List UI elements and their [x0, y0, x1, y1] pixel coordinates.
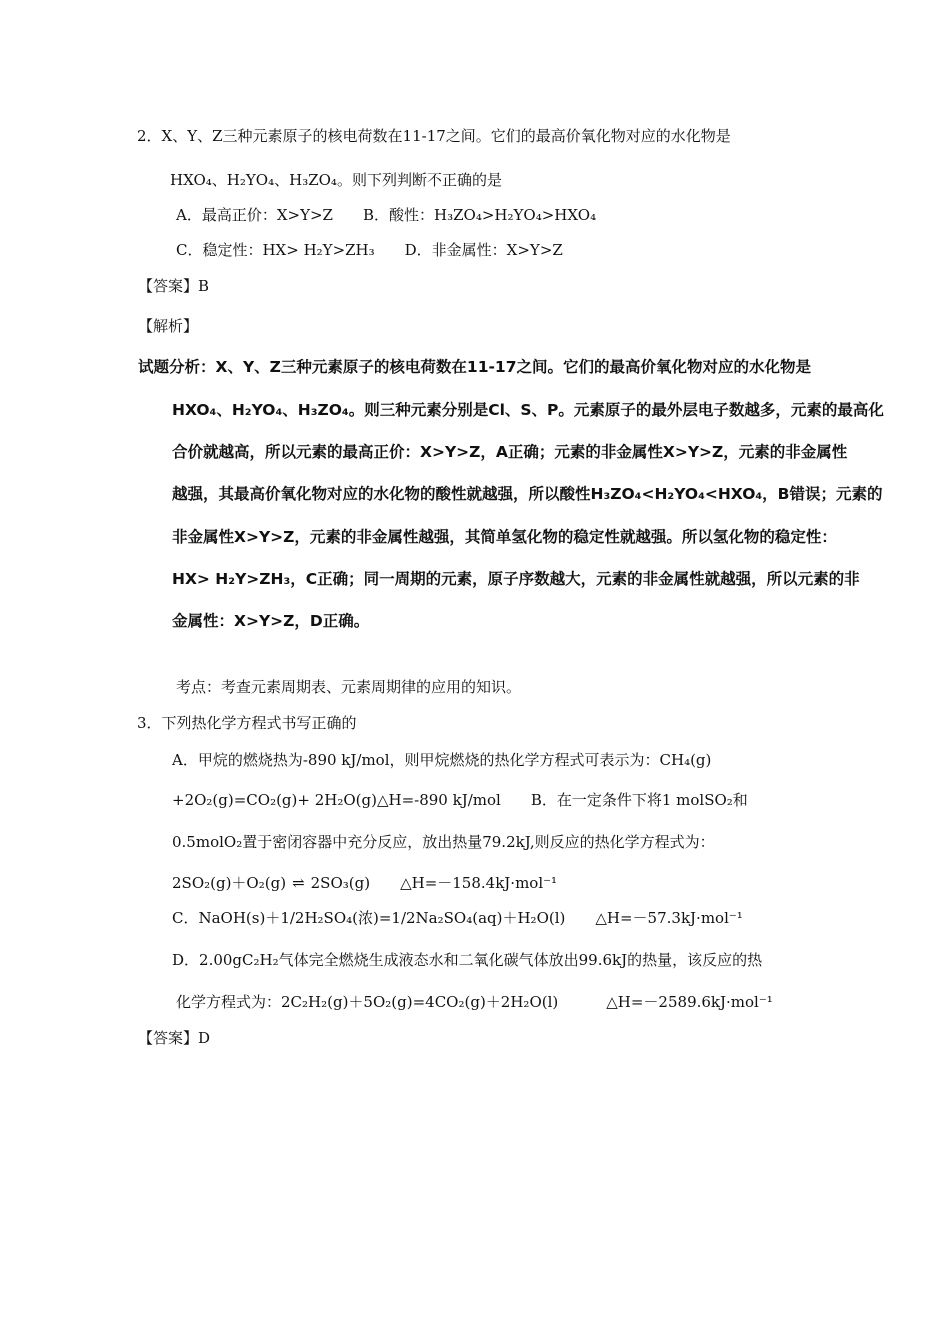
q3-c-dh: △H=－57.3kJ·mol⁻¹	[595, 909, 743, 927]
q2-option-b: B．酸性：H₃ZO₄>H₂YO₄>HXO₄	[362, 206, 597, 224]
q3-c-equation: C．NaOH(s)＋1/2H₂SO₄(浓)=1/2Na₂SO₄(aq)＋H₂O(l)	[172, 909, 566, 927]
q3-d-dh: △H=－2589.6kJ·mol⁻¹	[606, 993, 773, 1011]
q2-options-ab	[176, 205, 596, 225]
q2-analysis-line: 越强，其最高价氧化物对应的水化物的酸性就越强，所以酸性H₃ZO₄<H₂YO₄<HXO₄，B错误；元素的	[172, 485, 883, 503]
q3-option-a-line2	[172, 790, 748, 810]
q3-b-eq-right: 2SO₃(g)	[310, 874, 371, 892]
q2-kaodian: 考点：考查元素周期表、元素周期律的应用的知识。	[176, 678, 522, 696]
q3-option-d-line1: D．2.00gC₂H₂气体完全燃烧生成液态水和二氧化碳气体放出99.6kJ的热量，该反应的热	[172, 951, 763, 969]
q3-option-a-line1: A．甲烷的燃烧热为-890 kJ/mol，则甲烷燃烧的热化学方程式可表示为：CH₄(g)	[172, 751, 712, 769]
q3-option-a-equation: +2O₂(g)=CO₂(g)+ 2H₂O(g)△H=-890 kJ/mol	[172, 791, 501, 809]
q2-option-d: D．非金属性：X>Y>Z	[404, 241, 563, 259]
q2-options-cd	[176, 240, 563, 260]
q2-stem-line2: HXO₄、H₂YO₄、H₃ZO₄。则下列判断不正确的是	[170, 171, 502, 189]
q3-b-eq-dh: △H=－158.4kJ·mol⁻¹	[400, 874, 558, 892]
q3-b-eq-left: 2SO₂(g)＋O₂(g)	[172, 874, 287, 892]
q3-option-d-line2	[176, 992, 773, 1012]
q3-option-b-line2: 0.5molO₂置于密闭容器中充分反应，放出热量79.2kJ,则反应的热化学方程式为：	[172, 833, 715, 851]
q2-analysis-line: HXO₄、H₂YO₄、H₃ZO₄。则三种元素分别是Cl、S、P。元素原子的最外层电子数越多，元素的最高化	[172, 401, 884, 419]
q2-analysis-line: 合价就越高，所以元素的最高正价：X>Y>Z，A正确；元素的非金属性X>Y>Z，元素的非金属性	[172, 443, 848, 461]
q2-analysis-line: 非金属性X>Y>Z，元素的非金属性越强，其简单氢化物的稳定性就越强。所以氢化物的稳定性：	[172, 528, 837, 546]
q2-answer: 【答案】B	[138, 277, 210, 295]
q3-option-b-line1: B．在一定条件下将1 molSO₂和	[530, 791, 748, 809]
q3-d-equation: 化学方程式为：2C₂H₂(g)＋5O₂(g)=4CO₂(g)＋2H₂O(l)	[176, 993, 559, 1011]
q3-option-c	[172, 908, 743, 928]
q2-analysis-line: 试题分析：X、Y、Z三种元素原子的核电荷数在11-17之间。它们的最高价氧化物对应的水化物是	[138, 358, 811, 376]
q2-analysis-line: 金属性：X>Y>Z，D正确。	[172, 612, 370, 630]
q2-analysis-heading: 【解析】	[138, 317, 199, 335]
q2-stem-line1: 2．X、Y、Z三种元素原子的核电荷数在11-17之间。它们的最高价氧化物对应的水化物是	[137, 127, 731, 145]
equilibrium-arrow-icon: ⇌	[292, 874, 305, 892]
q3-answer: 【答案】D	[138, 1029, 211, 1047]
q3-option-b-equation	[172, 873, 557, 893]
q3-stem: 3．下列热化学方程式书写正确的	[137, 714, 357, 732]
q2-option-c: C．稳定性：HX> H₂Y>ZH₃	[176, 241, 375, 259]
q2-option-a: A．最高正价：X>Y>Z	[176, 206, 333, 224]
q2-analysis-line: HX> H₂Y>ZH₃，C正确；同一周期的元素，原子序数越大，元素的非金属性就越强，所以元素的非	[172, 570, 860, 588]
